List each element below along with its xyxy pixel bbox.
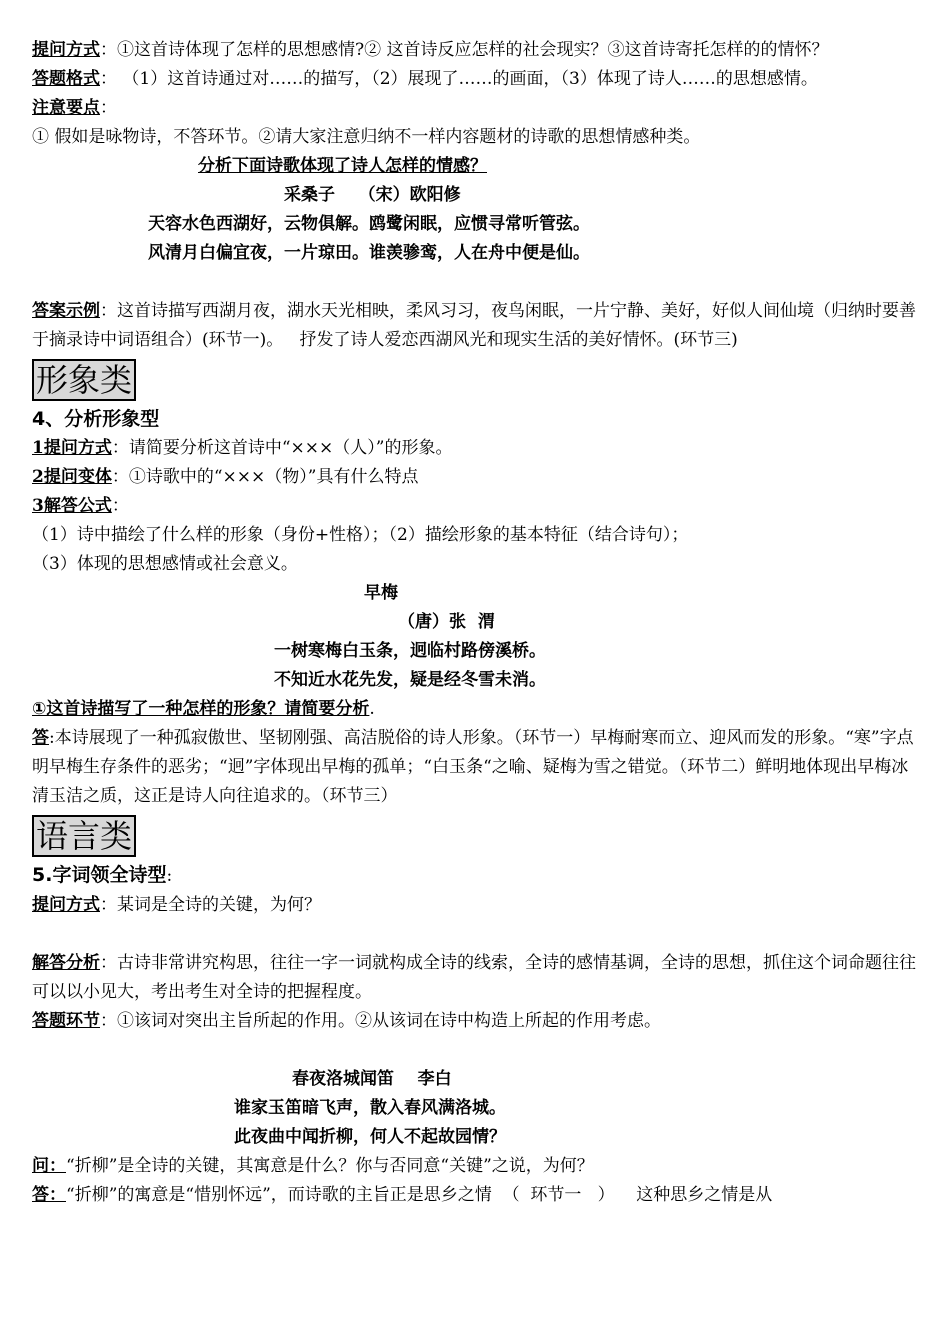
notes-colon: ： <box>100 98 117 118</box>
label-prompt-variant: 2提问变体 <box>32 467 112 487</box>
section-heading-image: 形象类 <box>32 359 136 401</box>
subheading-colon: : <box>166 866 173 886</box>
formula-text: （1）诗中描绘了什么样的形象（身份+性格）；（2）描绘形象的基本特征（结合诗句）； <box>32 525 689 545</box>
analysis-text: ：古诗非常讲究构思，往往一字一词就构成全诗的线索，全诗的感情基调，全诗的思想，抓住这个词命题往往可以以小见大，考出考生对全诗的把握程度。 <box>32 953 916 1002</box>
label-question-format: 1提问方式 <box>32 438 112 458</box>
spacer <box>32 268 918 297</box>
prompt-variant-text: ：①诗歌中的“×××（物）”具有什么特点 <box>111 467 419 487</box>
spacer <box>32 1036 918 1065</box>
analysis-line <box>32 949 918 1007</box>
ask-text: “折柳”是全诗的关键，其寓意是什么？你与否同意“关键”之说，为何？ <box>66 1156 594 1176</box>
formula-colon: ： <box>111 496 129 516</box>
answer-text: :本诗展现了一种孤寂傲世、坚韧刚强、高洁脱俗的诗人形象。（环节一）早梅耐寒而立、迎风而发的形象。“寒”字点明早梅生存条件的恶劣；“迥”字体现出早梅的孤单；“白玉条“之喻、疑梅为雪之错觉。（环节二）鲜明地体现出早梅冰清玉洁之质，这正是诗人向往追求的。（环节三） <box>32 728 914 806</box>
label-answer: 答： <box>32 1185 66 1205</box>
poem-title: 早梅 <box>364 583 398 603</box>
poem-title: 春夜洛城闻笛 李白 <box>292 1069 452 1089</box>
poem-author: （唐）张 渭 <box>398 612 495 632</box>
label-question-format: 提问方式 <box>32 895 100 915</box>
question-period: . <box>369 699 375 719</box>
ask-line <box>32 1152 918 1181</box>
question: ①这首诗描写了一种怎样的形象？请简要分析 <box>32 699 370 719</box>
poem-line: 不知近水花先发，疑是经冬雪未消。 <box>274 670 546 690</box>
formula-text: （3）体现的思想感情或社会意义。 <box>32 554 298 574</box>
label-notes: 注意要点 <box>32 98 100 118</box>
subheading-line <box>32 861 918 891</box>
poem-line: 一树寒梅白玉条，迥临村路傍溪桥。 <box>274 641 546 661</box>
answer-example <box>32 297 918 355</box>
answer <box>32 724 918 811</box>
prompt-variant-line <box>32 463 918 492</box>
question-format-line <box>32 36 918 65</box>
label-question-format: 提问方式 <box>32 40 100 60</box>
poem-title: 采桑子 （宋）欧阳修 <box>284 185 461 205</box>
label-formula: 3解答公式 <box>32 496 112 516</box>
formula-line <box>32 492 918 521</box>
label-answer-example: 答案示例 <box>32 301 100 321</box>
poem-line: 此夜曲中闻折柳，何人不起故园情？ <box>234 1127 506 1147</box>
question-format-line <box>32 891 918 920</box>
prompt-line <box>32 434 918 463</box>
answer-example-text: ：这首诗描写西湖月夜，湖水天光相映，柔风习习，夜鸟闲眠，一片宁静、美好，好似人间仙境（归纳时要善于摘录诗中词语组合）(环节一)。 抒发了诗人爱恋西湖风光和现实生活的美好情怀。(环节三) <box>32 301 916 350</box>
analysis-prompt: 分析下面诗歌体现了诗人怎样的情感？ <box>198 156 487 176</box>
analysis-prompt-line <box>32 152 918 181</box>
answer-line <box>32 1181 918 1210</box>
steps-text: ：①该词对突出主旨所起的作用。②从该词在诗中构造上所起的作用考虑。 <box>100 1011 661 1031</box>
spacer <box>32 920 918 949</box>
section-heading-language: 语言类 <box>32 815 136 857</box>
notes-line <box>32 94 918 123</box>
question-format-text: ：①这首诗体现了怎样的思想感情?② 这首诗反应怎样的社会现实？③这首诗寄托怎样的的情怀？ <box>100 40 829 60</box>
label-answer-format: 答题格式 <box>32 69 100 89</box>
poem-line: 谁家玉笛暗飞声，散入春风满洛城。 <box>234 1098 506 1118</box>
label-analysis: 解答分析 <box>32 953 100 973</box>
poem-line: 风清月白偏宜夜，一片琼田。谁羡骖鸾，人在舟中便是仙。 <box>148 243 590 263</box>
label-answer: 答 <box>32 728 49 748</box>
notes-text: ① 假如是咏物诗，不答环节。②请大家注意归纳不一样内容题材的诗歌的思想情感种类。 <box>32 127 701 147</box>
subheading: 4、分析形象型 <box>32 408 160 430</box>
steps-line <box>32 1007 918 1036</box>
question-format-text: ：某词是全诗的关键，为何？ <box>100 895 321 915</box>
subheading: 5.字词领全诗型 <box>32 864 167 886</box>
answer-format-line <box>32 65 918 94</box>
answer-format-text: ： （1）这首诗通过对……的描写，（2）展现了……的画面，（3）体现了诗人……的思想感情。 <box>100 69 818 89</box>
prompt-text: ：请简要分析这首诗中“×××（人）”的形象。 <box>111 438 453 458</box>
poem-line: 天容水色西湖好，云物俱解。鸥鹭闲眠，应惯寻常听管弦。 <box>148 214 590 234</box>
answer-text: “折柳”的寓意是“惜别怀远”，而诗歌的主旨正是思乡之情 （ 环节一 ） 这种思乡之情是从 <box>66 1185 773 1205</box>
label-answer-steps: 答题环节 <box>32 1011 100 1031</box>
label-ask: 问： <box>32 1156 66 1176</box>
question-line <box>32 695 918 724</box>
